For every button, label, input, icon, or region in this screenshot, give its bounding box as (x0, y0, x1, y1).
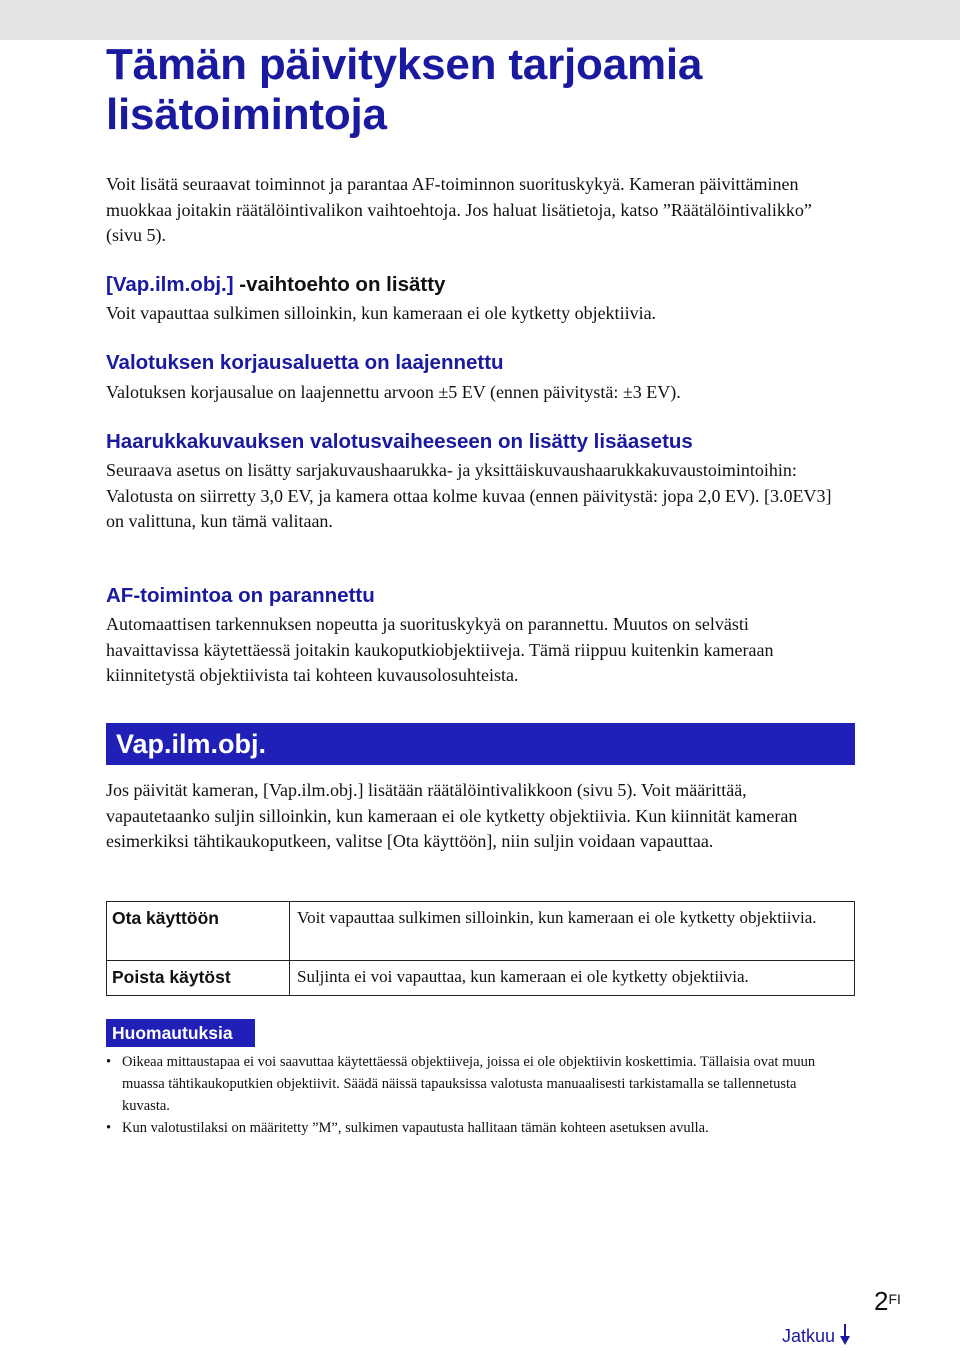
option-value: Suljinta ei voi vapauttaa, kun kameraan ei ole kytketty objektiivia. (290, 961, 855, 996)
section-body-bracketing: Seuraava asetus on lisätty sarjakuvaushaarukka- ja yksittäiskuvaushaarukkakuvaustoimintoihin: Valotusta on siirretty 3,0 EV, ja kamera ottaa kolme kuvaa (ennen päivitystä: jopa 2,0 EV). [3.0EV3] on valittuna, kun tämä valitaan. (106, 460, 832, 531)
section-heading-vap-ilm-obj-rest: -vaihtoehto on lisätty (233, 273, 446, 296)
bullet: • (106, 1120, 112, 1136)
note-text: Oikeaa mittaustapaa ei voi saavuttaa käytettäessä objektiiveja, joissa ei ole objektiivin koskettimia. Tällaisia ovat muun muassa tähtikaukoputkien objektiivit. Säädä näissä tapauksissa valotusta manuaalisesti tarkistamalla se tallennetusta kuvasta. (122, 1054, 816, 1114)
page-title: Tämän päivityksen tarjoamia lisätoimintoja (106, 40, 703, 139)
intro-paragraph: Voit lisätä seuraavat toiminnot ja parantaa AF-toiminnon suorituskykyä. Kameran päivittäminen muokkaa joitakin räätälöintivalikon vaihtoehtoja. Jos haluat lisätietoja, katso ”Räätälöintivalikko” (sivu 5). (106, 174, 812, 245)
options-table (106, 901, 855, 996)
section-band-vap-ilm-obj: Vap.ilm.obj. (106, 723, 855, 765)
page-number-value: 2 (874, 1286, 889, 1316)
arrow-down-icon (839, 1324, 851, 1346)
page-number (874, 1286, 901, 1316)
section-heading-vap-ilm-obj-prefix: [Vap.ilm.obj.] (106, 273, 234, 296)
continue-link[interactable] (782, 1324, 851, 1348)
section-heading-vap-ilm-obj (106, 272, 445, 298)
table-row (107, 961, 855, 996)
top-bar (0, 0, 960, 40)
notes-label: Huomautuksia (106, 1019, 255, 1047)
notes-list (106, 1051, 846, 1139)
band-paragraph: Jos päivität kameran, [Vap.ilm.obj.] lisätään räätälöintivalikkoon (sivu 5). Voit määrittää, vapautetaanko suljin silloinkin, kun kameraan ei ole kytketty objektiivia. Kun kiinnität kameran esimerkiksi tähtikaukoputkeen, valitse [Ota käyttöön], niin suljin voidaan vapauttaa. (106, 780, 798, 851)
continue-label: Jatkuu (782, 1326, 836, 1346)
section-body-vap-ilm-obj: Voit vapauttaa sulkimen silloinkin, kun kameraan ei ole kytketty objektiivia. (106, 303, 657, 323)
note-text: Kun valotustilaksi on määritetty ”M”, sulkimen vapautusta hallitaan tämän kohteen asetuksen avulla. (122, 1120, 709, 1136)
list-item (106, 1117, 846, 1139)
table-row (107, 902, 855, 961)
bullet: • (106, 1054, 112, 1070)
section-heading-af: AF-toimintoa on parannettu (106, 584, 375, 607)
section-heading-bracketing: Haarukkakuvauksen valotusvaiheeseen on lisätty lisäasetus (106, 430, 693, 453)
section-body-exposure-range: Valotuksen korjausalue on laajennettu arvoon ±5 EV (ennen päivitystä: ±3 EV). (106, 382, 681, 402)
option-key: Ota käyttöön (107, 902, 290, 961)
option-key: Poista käytöst (107, 961, 290, 996)
option-value: Voit vapauttaa sulkimen silloinkin, kun kameraan ei ole kytketty objektiivia. (290, 902, 855, 961)
section-heading-exposure-range: Valotuksen korjausaluetta on laajennettu (106, 351, 504, 374)
page-lang: FI (888, 1291, 901, 1307)
list-item (106, 1051, 846, 1117)
section-body-af: Automaattisen tarkennuksen nopeutta ja suorituskykyä on parannettu. Muutos on selvästi havaittavissa käytettäessä joitakin kaukoputkiobjektiiveja. Tämä riippuu kuitenkin kameraan kiinnitetystä objektiivista tai kohteen kuvausolosuhteista. (106, 614, 774, 685)
